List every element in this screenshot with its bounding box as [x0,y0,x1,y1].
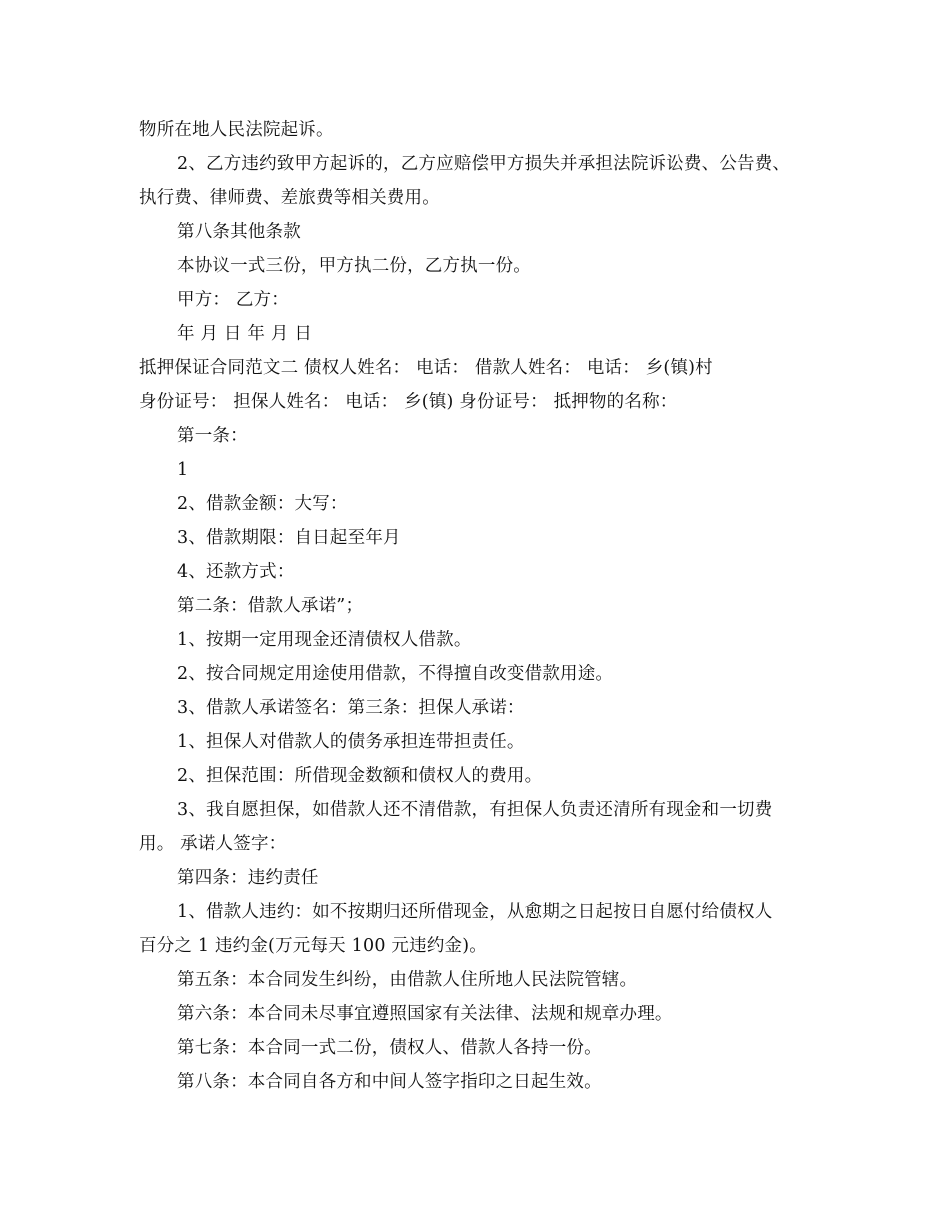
text-line: 1、借款人违约：如不按期归还所借现金，从愈期之日起按日自愿付给债权人 [177,902,773,922]
text-line: 百分之 1 违约金(万元每天 100 元违约金)。 [139,936,487,956]
document-body [139,113,829,1099]
text-line: 1、担保人对借款人的债务承担连带担责任。 [177,732,525,752]
section-heading: 第四条：违约责任 [177,868,319,888]
text-line: 3、借款人承诺签名：第三条：担保人承诺： [177,698,525,718]
text-line: 第五条：本合同发生纠纷，由借款人住所地人民法院管辖。 [177,970,638,990]
text-line: 3、我自愿担保，如借款人还不清借款，有担保人负责还清所有现金和一切费 [177,800,773,820]
text-line: 第六条：本合同未尽事宜遵照国家有关法律、法规和规章办理。 [177,1004,673,1024]
text-line: 1、按期一定用现金还清债权人借款。 [177,630,472,650]
text-line: 2、担保范围：所借现金数额和债权人的费用。 [177,766,543,786]
signature-line: 甲方： 乙方： [177,290,289,310]
text-line: 物所在地人民法院起诉。 [139,120,334,140]
contract-title-line: 抵押保证合同范文二 债权人姓名： 电话： 借款人姓名： 电话： 乡(镇)村 [139,358,713,378]
text-line: 2、按合同规定用途使用借款，不得擅自改变借款用途。 [177,664,614,684]
text-line: 第七条：本合同一式二份，债权人、借款人各持一份。 [177,1038,602,1058]
text-line: 身份证号： 担保人姓名： 电话： 乡(镇) 身份证号： 抵押物的名称： [139,392,678,412]
text-line: 第八条：本合同自各方和中间人签字指印之日起生效。 [177,1072,602,1092]
text-line: 3、借款期限：自日起至年月 [177,528,401,548]
text-line: 2、乙方违约致甲方起诉的，乙方应赔偿甲方损失并承担法院诉讼费、公告费、 [177,154,791,174]
date-line: 年 月 日 年 月 日 [177,324,313,344]
text-line: 4、还款方式： [177,562,295,582]
section-heading: 第二条：借款人承诺”； [177,596,364,616]
text-line: 2、借款金额：大写： [177,494,348,514]
text-line: 用。 承诺人签字： [139,834,287,854]
section-heading: 第一条： [177,426,248,446]
text-line: 本协议一式三份，甲方执二份，乙方执一份。 [177,256,531,276]
text-line: 执行费、律师费、差旅费等相关费用。 [139,188,440,208]
text-line: 1 [177,460,189,480]
section-heading: 第八条其他条款 [177,222,301,242]
